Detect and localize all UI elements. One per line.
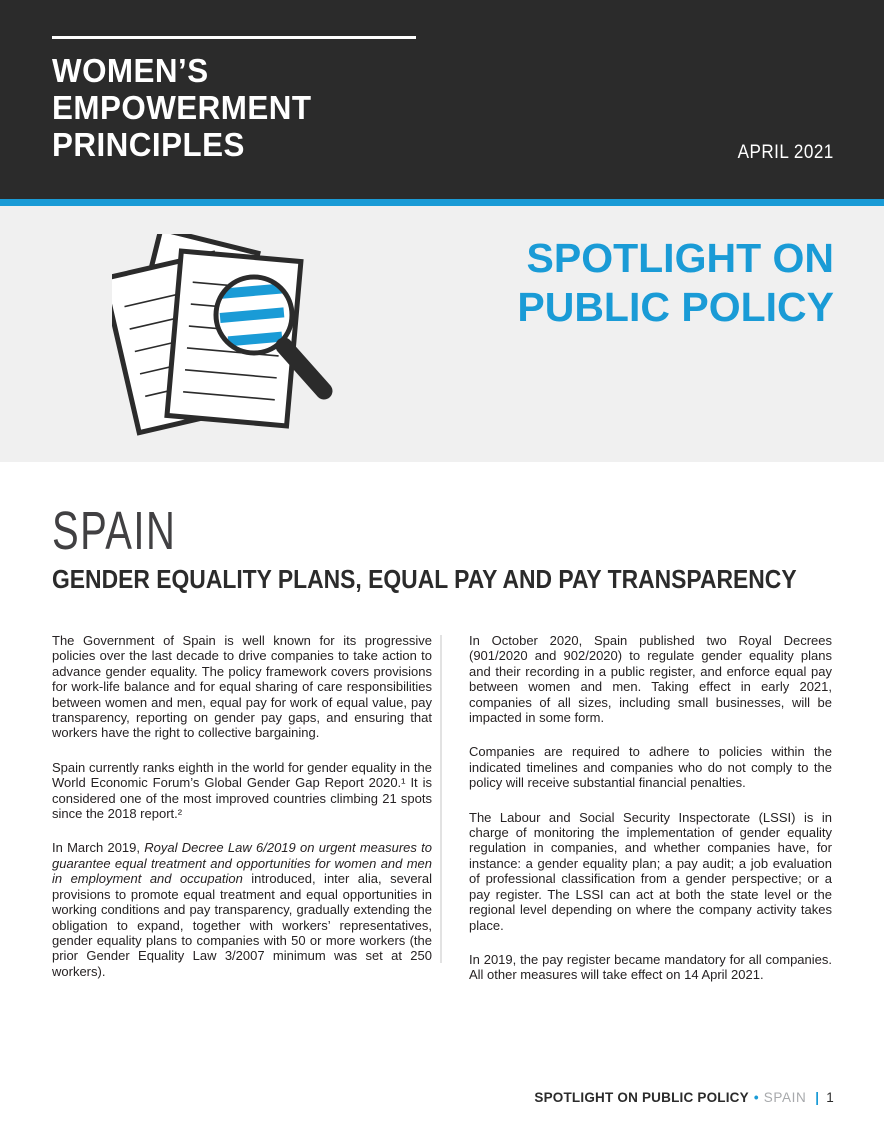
masthead-title: [52, 52, 312, 163]
paragraph: Companies are required to adhere to policies within the indicated timelines and companies who do not comply to the policy will receive substantial financial penalties.: [469, 744, 832, 791]
paragraph: Spain currently ranks eighth in the world for gender equality in the World Economic Forum’s Global Gender Gap Report 2020.¹ It is considered one of the most improved countries climbing 21 spots since the 2018 report.²: [52, 759, 432, 822]
banner: [0, 206, 884, 462]
banner-title-line: SPOTLIGHT ON: [526, 235, 834, 281]
article-subtitle: GENDER EQUALITY PLANS, EQUAL PAY AND PAY TRANSPARENCY: [52, 564, 797, 594]
country-title: SPAIN: [52, 501, 177, 561]
footer-bullet-icon: •: [753, 1090, 759, 1105]
masthead-title-line: EMPOWERMENT: [52, 89, 312, 126]
footer-country: SPAIN: [763, 1090, 807, 1105]
page-footer: [534, 1090, 834, 1106]
documents-magnifier-icon: [112, 234, 347, 439]
footer-page-number: 1: [826, 1090, 834, 1105]
right-column: [469, 633, 832, 1002]
masthead-title-line: WOMEN’S: [52, 52, 209, 89]
banner-title-line: PUBLIC POLICY: [517, 284, 834, 330]
banner-title: [517, 234, 834, 332]
paragraph: In March 2019, Royal Decree Law 6/2019 on urgent measures to guarantee equal treatment and opportunities for women and men in employment and occupation introduced, inter alia, several provisions to promote equal treatment and equal opportunities in working conditions and pay transparency, gradually extending the obligation to expand, together with workers’ representatives, gender equality plans to companies with 50 or more workers (the prior Gender Equality Law 3/2007 minimum was set at 250 workers).: [52, 840, 433, 979]
paragraph: In 2019, the pay register became mandatory for all companies. All other measures will take effect on 14 April 2021.: [469, 951, 832, 983]
masthead-title-line: PRINCIPLES: [52, 126, 245, 163]
footer-title: SPOTLIGHT ON PUBLIC POLICY: [534, 1090, 749, 1105]
paragraph: The Labour and Social Security Inspectorate (LSSI) is in charge of monitoring the implementation of gender equality regulation in companies, and whether companies have, for instance: a gender equality plan; a pay audit; a job evaluation of professional classification from a gender perspective; or a pay register. The LSSI can act at both the state level or the regional level depending on where the company activity takes place.: [469, 809, 832, 933]
paragraph: The Government of Spain is well known for its progressive policies over the last decade to drive companies to take action to advance gender equality. The policy framework covers provisions for work-life balance and for equal sharing of care responsibilities between women and men, equal pay for work of equal value, pay transparency, reporting on gender pay gaps, and ensuring that workers have the right to collective bargaining.: [52, 633, 432, 741]
issue-date: APRIL 2021: [737, 142, 834, 163]
masthead: [0, 0, 884, 199]
masthead-rule: [52, 36, 416, 39]
paragraph: In October 2020, Spain published two Royal Decrees (901/2020 and 902/2020) to regulate gender equality plans and their recording in a public register, and enforce equal pay between women and men. Taking effect in early 2021, companies of all sizes, including small businesses, will be impacted in some form.: [469, 633, 832, 726]
column-divider: [440, 635, 442, 963]
left-column: [52, 633, 432, 998]
accent-bar: [0, 199, 884, 206]
footer-separator: |: [815, 1090, 820, 1105]
